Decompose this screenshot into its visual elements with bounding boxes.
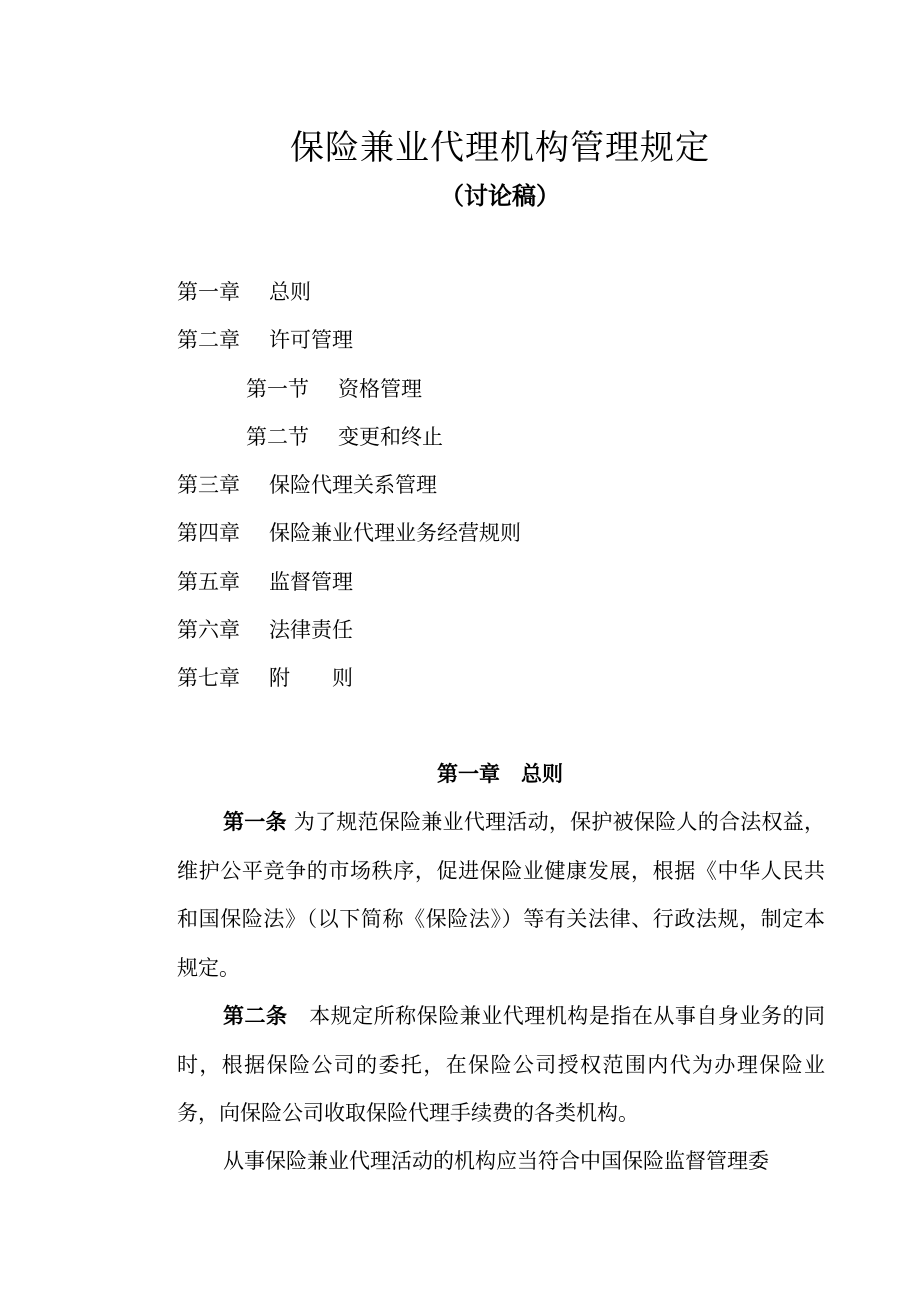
- article-2: [177, 992, 825, 1138]
- toc-item-chapter-1: [177, 268, 827, 316]
- paragraph: 从事保险兼业代理活动的机构应当符合中国保险监督管理委: [223, 1149, 769, 1173]
- toc-number: 第三章: [177, 473, 240, 498]
- toc-number: 第五章: [177, 569, 240, 594]
- article-number: 第二条: [223, 1004, 288, 1028]
- toc-item-chapter-5: [177, 558, 827, 606]
- toc-number: 第二节: [246, 424, 309, 449]
- toc-item-chapter-4: [177, 509, 827, 557]
- table-of-contents: [177, 268, 827, 703]
- toc-number: 第一章: [177, 280, 240, 304]
- toc-label: 法律责任: [269, 618, 353, 643]
- toc-item-chapter-7: [177, 654, 827, 702]
- toc-item-chapter-6: [177, 606, 827, 654]
- toc-item-chapter-3: [177, 461, 827, 509]
- toc-number: 第七章: [177, 666, 240, 691]
- document-title: 保险兼业代理机构管理规定: [290, 128, 710, 168]
- toc-number: 第六章: [177, 618, 240, 643]
- toc-number: 第一节: [246, 376, 309, 401]
- toc-label: 保险兼业代理业务经营规则: [269, 521, 521, 546]
- toc-label: 总则: [269, 280, 311, 304]
- toc-label: 监督管理: [269, 569, 353, 594]
- article-text: 为了规范保险兼业代理活动，保护被保险人的合法权益，维护公平竞争的市场秩序，促进保险业健康发展，根据《中华人民共和国保险法》（以下简称《保险法》）等有关法律、行政法规，制定本规定。: [177, 810, 825, 980]
- toc-label: 保险代理关系管理: [269, 473, 437, 498]
- toc-item-chapter-2: [177, 316, 827, 364]
- toc-label: 变更和终止: [338, 424, 443, 449]
- toc-label: 许可管理: [269, 328, 353, 353]
- toc-item-section-2: [177, 413, 827, 461]
- toc-label: 资格管理: [338, 376, 422, 401]
- toc-number: 第四章: [177, 521, 240, 546]
- chapter-heading: 第一章 总则: [437, 762, 563, 786]
- article-1: [177, 798, 825, 992]
- article-text: 本规定所称保险兼业代理机构是指在从事自身业务的同时，根据保险公司的委托，在保险公司授权范围内代为办理保险业务，向保险公司收取保险代理手续费的各类机构。: [177, 1004, 826, 1126]
- toc-number: 第二章: [177, 328, 240, 353]
- toc-label: 附 则: [269, 666, 353, 691]
- article-number: 第一条: [223, 810, 287, 834]
- toc-item-section-1: [177, 365, 827, 413]
- document-subtitle: （讨论稿）: [440, 182, 560, 210]
